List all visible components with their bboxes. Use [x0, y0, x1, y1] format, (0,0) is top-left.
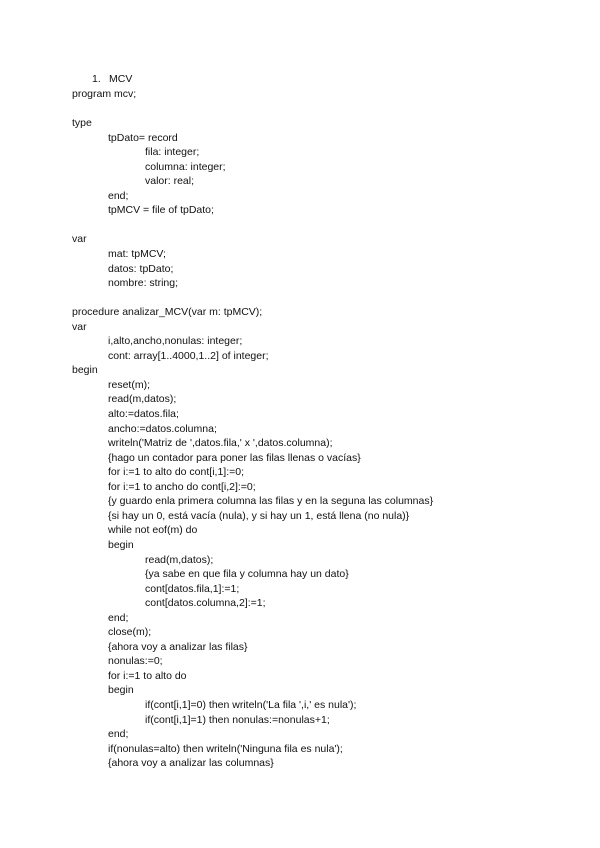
code-line: mat: tpMCV;: [108, 248, 166, 261]
section-heading: [92, 72, 132, 86]
code-line: nombre: string;: [108, 277, 179, 290]
code-line: for i:=1 to ancho do cont[i,2]:=0;: [108, 480, 256, 493]
code-line: if(cont[i,1]=1) then nonulas:=nonulas+1;: [145, 713, 330, 726]
code-line: for i:=1 to alto do: [108, 669, 187, 682]
code-line: program mcv;: [72, 88, 137, 100]
code-line: while not eof(m) do: [108, 524, 198, 537]
code-line: procedure analizar_MCV(var m: tpMCV);: [72, 306, 263, 319]
code-line: tpMCV = file of tpDato;: [108, 204, 214, 217]
code-line: type: [72, 117, 92, 130]
code-line: valor: real;: [145, 175, 195, 188]
code-line: fila: integer;: [145, 146, 200, 159]
code-line: tpDato= record: [108, 131, 178, 144]
code-line: reset(m);: [108, 378, 150, 391]
code-line: read(m,datos);: [145, 553, 214, 566]
code-line: if(nonulas=alto) then writeln('Ninguna fila es nula');: [108, 742, 343, 755]
code-line: end;: [108, 728, 129, 741]
code-listing: [72, 87, 592, 771]
code-line: var: [72, 233, 87, 246]
code-line: end;: [108, 189, 129, 202]
code-line: for i:=1 to alto do cont[i,1]:=0;: [108, 466, 245, 479]
code-line: var: [72, 320, 87, 333]
code-line: if(cont[i,1]=0) then writeln('La fila ',i,' es nula');: [145, 698, 357, 711]
code-line: [72, 291, 592, 306]
code-line: alto:=datos.fila;: [108, 408, 179, 421]
code-line: ancho:=datos.columna;: [108, 422, 217, 435]
code-line: read(m,datos);: [108, 393, 177, 406]
code-line: i,alto,ancho,nonulas: integer;: [108, 335, 243, 348]
code-line: {si hay un 0, está vacía (nula), y si hay un 1, está llena (no nula)}: [108, 509, 410, 522]
code-line: [72, 102, 592, 117]
list-number: 1.: [92, 73, 101, 85]
code-line: begin: [108, 538, 134, 551]
code-line: {ahora voy a analizar las columnas}: [108, 757, 274, 770]
code-line: {hago un contador para poner las filas llenas o vacías}: [108, 451, 361, 464]
code-line: {ya sabe en que fila y columna hay un dato}: [145, 568, 349, 581]
code-line: end;: [108, 611, 129, 624]
code-line: {ahora voy a analizar las filas}: [108, 640, 248, 653]
code-line: cont[datos.fila,1]:=1;: [145, 582, 240, 595]
code-line: cont[datos.columna,2]:=1;: [145, 597, 266, 610]
code-line: begin: [108, 684, 134, 697]
code-line: writeln('Matriz de ',datos.fila,' x ',datos.columna);: [108, 437, 333, 450]
code-line: cont: array[1..4000,1..2] of integer;: [108, 349, 269, 362]
code-line: datos: tpDato;: [108, 262, 174, 275]
heading-title: MCV: [109, 73, 133, 85]
code-line: close(m);: [108, 626, 152, 639]
code-line: begin: [72, 364, 98, 377]
code-line: columna: integer;: [145, 160, 226, 173]
code-line: nonulas:=0;: [108, 655, 163, 668]
code-line: {y guardo enla primera columna las filas y en la seguna las columnas}: [108, 495, 434, 508]
code-line: [72, 218, 592, 233]
